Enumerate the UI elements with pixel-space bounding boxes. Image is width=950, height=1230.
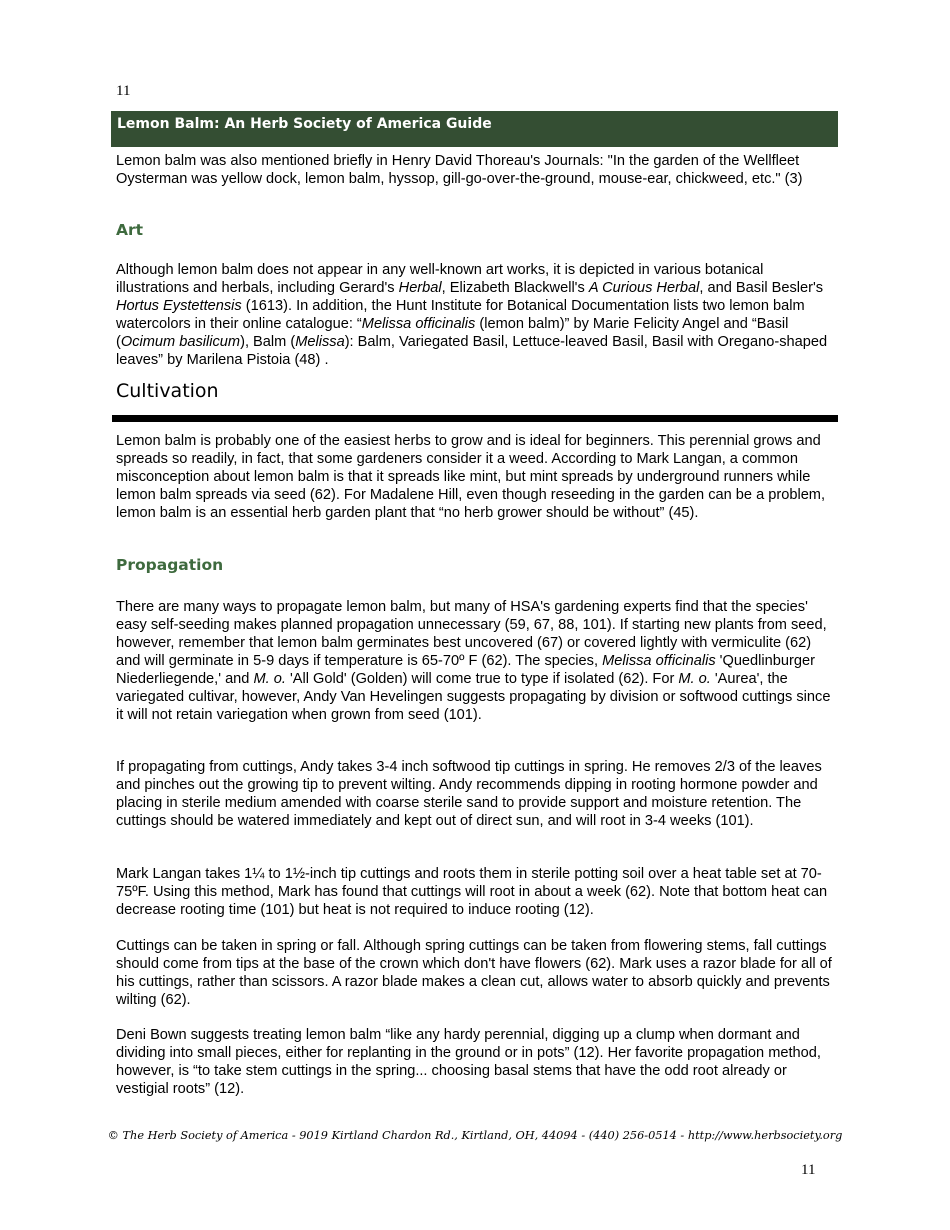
propagation-paragraph-5: Deni Bown suggests treating lemon balm “like any hardy perennial, digging up a clump when dormant and dividing into small pieces, either for replanting in the ground or in pots” (12). Her favorite propagation method, however, is “to take stem cuttings in the spring... choosing basal stems that have the odd root already or vestigial roots” (12).	[116, 1027, 821, 1097]
propagation-heading: Propagation	[116, 556, 224, 574]
propagation-paragraph-3: Mark Langan takes 1¼ to 1½-inch tip cuttings and roots them in sterile potting soil over a heat table set at 70-75ºF. Using this method, Mark has found that cuttings will root in about a week (62). Note that bottom heat can decrease rooting time (101) but heat is not required to induce rooting (12).	[116, 866, 828, 918]
header-title: Lemon Balm: An Herb Society of America Guide	[117, 116, 492, 132]
cultivation-paragraph: Lemon balm is probably one of the easiest herbs to grow and is ideal for beginners. This perennial grows and spreads so readily, in fact, that some gardeners consider it a weed. According to Mark Langan, a common misconception about lemon balm is that it spreads like mint, but mint spreads by underground runners while lemon balm spreads via seed (62). For Madalene Hill, even though reseeding in the garden can be a problem, lemon balm is an essential herb garden plant that “no herb grower should be without” (45).	[116, 433, 826, 521]
page-number-bottom: 11	[801, 1162, 816, 1178]
header-banner	[111, 111, 838, 147]
propagation-paragraph-1: There are many ways to propagate lemon balm, but many of HSA's gardening experts find that the species' easy self-seeding makes planned propagation unnecessary (59, 67, 88, 101). If starting new plants from seed, however, remember that lemon balm germinates best uncovered (67) or covered lightly with vermiculite (62) and will germinate in 5-9 days if temperature is 65-70º F (62). The species, Melissa officinalis 'Quedlinburger Niederliegende,' and M. o. 'All Gold' (Golden) will come true to type if isolated (62). For M. o. 'Aurea', the variegated cultivar, however, Andy Van Hevelingen suggests propagating by division or softwood cuttings since it will not retain variegation when grown from seed (101).	[116, 599, 831, 723]
art-heading: Art	[116, 221, 144, 239]
intro-paragraph: Lemon balm was also mentioned briefly in Henry David Thoreau's Journals: "In the garden of the Wellfleet Oysterman was yellow dock, lemon balm, hyssop, gill-go-over-the-ground, mouse-ear, chickweed, etc." (3)	[116, 153, 803, 187]
cultivation-title: Cultivation	[116, 380, 219, 402]
footer-copyright: © The Herb Society of America - 9019 Kirtland Chardon Rd., Kirtland, OH, 44094 - (440) 256-0514 - http://www.herbsociety.org	[107, 1129, 843, 1142]
page-number-top: 11	[116, 83, 131, 99]
propagation-paragraph-2: If propagating from cuttings, Andy takes 3-4 inch softwood tip cuttings in spring. He removes 2/3 of the leaves and pinches out the growing tip to prevent wilting. Andy recommends dipping in rooting hormone powder and placing in sterile medium amended with coarse sterile sand to provide support and moisture retention. The cuttings should be watered immediately and kept out of direct sun, and will root in 3-4 weeks (101).	[116, 759, 822, 829]
art-paragraph: Although lemon balm does not appear in any well-known art works, it is depicted in various botanical illustrations and herbals, including Gerard's Herbal, Elizabeth Blackwell's A Curious Herbal, and Basil Besler's Hortus Eystettensis (1613). In addition, the Hunt Institute for Botanical Documentation lists two lemon balm watercolors in their online catalogue: “Melissa officinalis (lemon balm)” by Marie Felicity Angel and “Basil (Ocimum basilicum), Balm (Melissa): Balm, Variegated Basil, Lettuce-leaved Basil, Basil with Oregano-shaped leaves” by Marilena Pistoia (48) .	[116, 262, 828, 368]
propagation-paragraph-4: Cuttings can be taken in spring or fall. Although spring cuttings can be taken from flowering stems, fall cuttings should come from tips at the base of the crown which don't have flowers (62). Mark uses a razor blade for all of his cuttings, rather than scissors. A razor blade makes a clean cut, allows water to absorb quickly and prevents wilting (62).	[116, 938, 832, 1008]
section-rule	[112, 415, 838, 422]
